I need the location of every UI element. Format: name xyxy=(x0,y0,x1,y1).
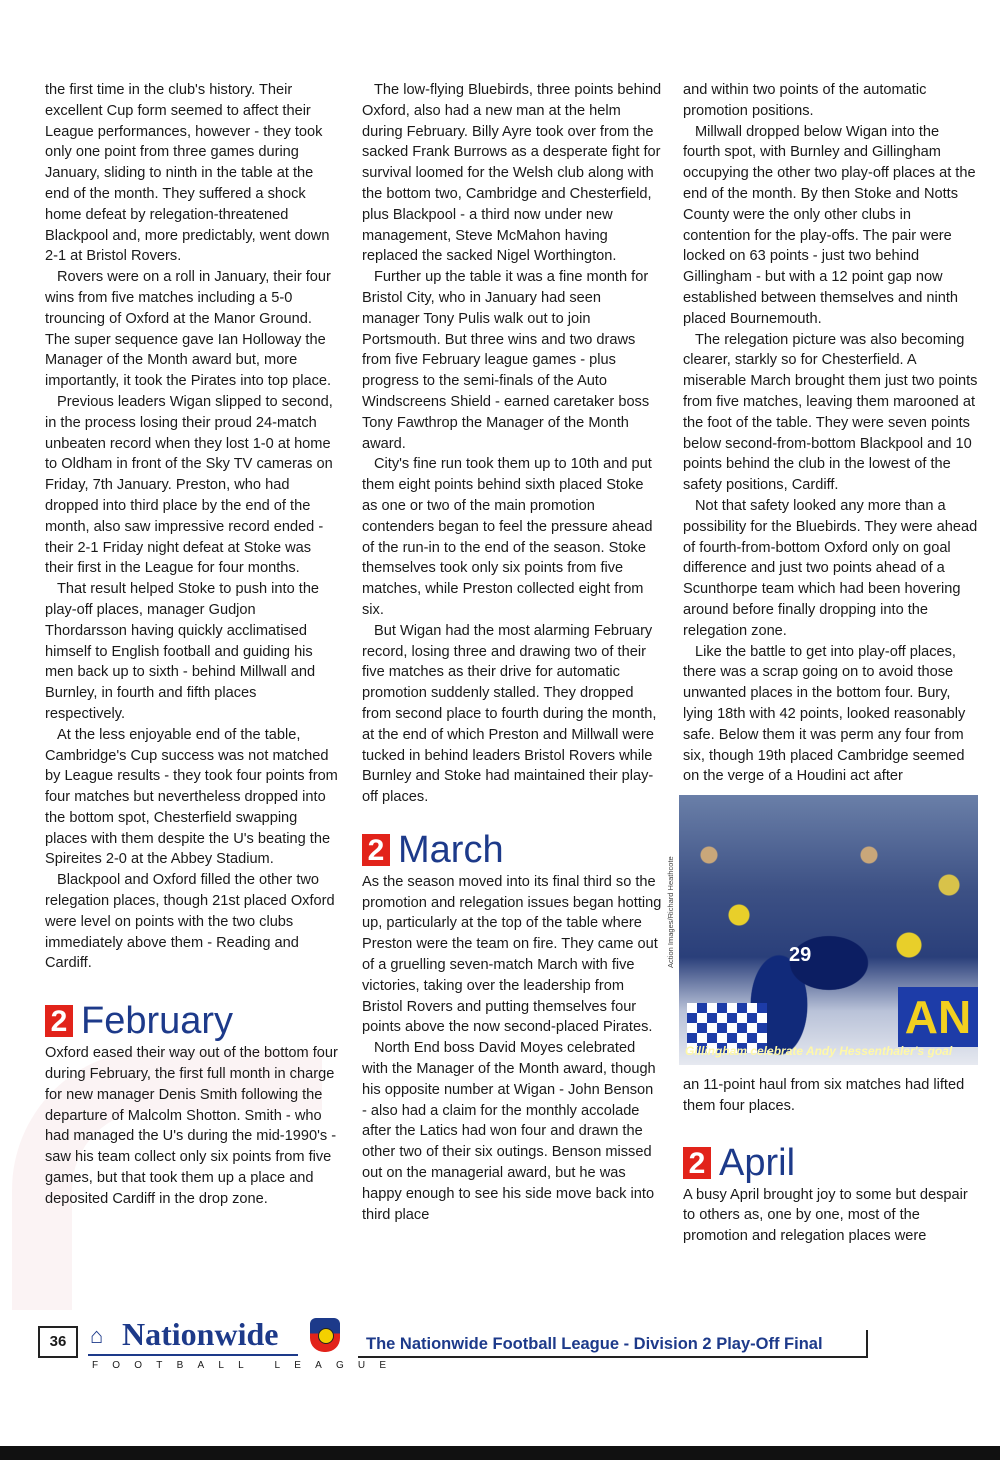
paragraph: North End boss David Moyes celebrated with the Manager of the Month award, though his opposite number at Wigan - John Benson - also had a claim for the monthly accolade after the Latics had won four and drawn the other two of their six outings. Benson missed out on the managerial award, but he was happy enough to see his side move back into third place xyxy=(362,1040,656,1223)
heading-title: February xyxy=(81,1000,234,1043)
paragraph: Not that safety looked any more than a possibility for the Bluebirds. They were ahead of fourth-from-bottom Oxford only on goal difference and just two points ahead of a Scunthorpe team which had been hovering around before finally dropping into the relegation zone. xyxy=(683,497,978,639)
text-column-3 xyxy=(683,80,978,1247)
footer-title: The Nationwide Football League - Division 2 Play-Off Final xyxy=(366,1335,823,1353)
football-icon xyxy=(318,1328,334,1344)
heading-title: April xyxy=(719,1141,796,1184)
paragraph: an 11-point haul from six matches had lifted them four places. xyxy=(683,1077,965,1114)
paragraph: Like the battle to get into play-off places, there was a scrap going on to avoid those unwanted places in the bottom four. Bury, lying 18th with 42 points, looked reasonably safe. Below them it was perm any four from six, though 19th placed Cambridge seemed on the verge of a Houdini act after xyxy=(683,643,966,785)
paragraph: Further up the table it was a fine month for Bristol City, who in January had seen manager Tony Pulis walk out to join Portsmouth. But three wins and two draws from five February league games - plus progress to the semi-finals of the Auto Windscreens Shield - earned caretaker boss Tony Fawthrop the Manager of the Month award. xyxy=(362,269,650,452)
page-number: 36 xyxy=(38,1326,78,1358)
section-heading-march xyxy=(362,830,662,870)
heading-number-badge: 2 xyxy=(362,834,390,866)
text-column-1 xyxy=(45,80,340,1210)
paragraph: A busy April brought joy to some but despair to others as, one by one, most of the promotion and relegation places were xyxy=(683,1186,968,1245)
paragraph: Rovers were on a roll in January, their four wins from five matches including a 5-0 trouncing of Oxford at the Manor Ground. The super sequence gave Ian Holloway the Manager of the Month award but, more importantly, it took the Pirates into top place. xyxy=(45,269,332,390)
paragraph: As the season moved into its final third so the promotion and relegation issues began hotting up, particularly at the top of the table where Preston were the team on fire. They came out of a gruelling seven-match March with five victories, taking over the leadership from Bristol Rovers and putting themselves four points above the now second-placed Pirates. xyxy=(362,873,662,1036)
section-heading-april xyxy=(683,1143,978,1183)
paragraph: That result helped Stoke to push into the play-off places, manager Gudjon Thordarsson having quickly acclimatised himself to English football and guiding his men back up to sixth - behind Millwall and Burnley, in fourth and fifth places respectively. xyxy=(45,581,320,722)
photo-caption: Gillingham celebrate Andy Hessenthaler's goal xyxy=(685,1044,953,1059)
paragraph: Previous leaders Wigan slipped to second, in the process losing their proud 24-match unbeaten record when they lost 1-0 at home to Oldham in front of the Sky TV cameras on Friday, 7th January. Preston, who had dropped into third place by the end of the month, also saw impressive record ended - their 2-1 Friday night defeat at Stoke was their first in the League for four months. xyxy=(45,393,333,577)
paragraph: The low-flying Bluebirds, three points behind Oxford, also had a new man at the helm during February. Billy Ayre took over from the sacked Frank Burrows as a desperate fight for survival loomed for the Welsh club along with the bottom two, Cambridge and Chesterfield, plus Blackpool - a third now under new management, Steve McMahon having replaced the sacked Nigel Worthington. xyxy=(362,82,662,265)
heading-number-badge: 2 xyxy=(45,1005,73,1037)
heading-title: March xyxy=(398,828,504,871)
scan-edge xyxy=(0,1446,1000,1460)
nationwide-logo xyxy=(88,1316,344,1356)
stadium-banner: AN xyxy=(898,987,978,1047)
paragraph: At the less enjoyable end of the table, Cambridge's Cup success was not matched by League results - they took four points from four matches but nevertheless dropped into the bottom spot, Chesterfield swapping places with them despite the U's beating the Spireites 2-0 at the Abbey Stadium. xyxy=(45,726,338,868)
text-column-2 xyxy=(362,80,662,1225)
paragraph: the first time in the club's history. Their excellent Cup form seemed to affect their League performances, however - they took only one point from three games during January, sliding to ninth in the table at the end of the month. They suffered a shock home defeat by relegation-threatened Blackpool and, more predictably, went down 2-1 at Bristol Rovers. xyxy=(45,82,330,265)
section-heading-february xyxy=(45,1001,340,1041)
house-icon: ⌂ xyxy=(90,1323,104,1348)
paragraph: Blackpool and Oxford filled the other two relegation places, though 21st placed Oxford were level on points with the two clubs immediately above them - Reading and Cardiff. xyxy=(45,872,335,972)
logo-subtitle: FOOTBALL LEAGUE xyxy=(92,1360,401,1371)
heading-number-badge: 2 xyxy=(683,1147,711,1179)
photo-credit: Action Images/Richard Heathcote xyxy=(666,856,675,968)
paragraph: Oxford eased their way out of the bottom four during February, the first full month in charge for new manager Denis Smith following the departure of Malcolm Shotton. Smith - who had managed the U's during the mid-1990's - saw his team collect only six points from five games, but that took them up a place and deposited Cardiff in the drop zone. xyxy=(45,1045,338,1207)
paragraph: But Wigan had the most alarming February record, losing three and drawing two of their five matches as their drive for automatic promotion suddenly stalled. They dropped from second place to fourth during the month, at the end of which Preston and Millwall were tucked in behind leaders Bristol Rovers while Burnley and Stoke had maintained their play-off places. xyxy=(362,622,657,806)
match-photo xyxy=(679,795,978,1065)
paragraph: The relegation picture was also becoming clearer, starkly so for Chesterfield. A miserable March brought them just two points from five matches, leaving them marooned at the foot of the table. They were seven points below second-from-bottom Blackpool and 10 points behind the club in the lowest of the safety positions, Cardiff. xyxy=(683,331,978,494)
paragraph: Millwall dropped below Wigan into the fourth spot, with Burnley and Gillingham occupying the other two play-off places at the end of the month. By then Stoke and Notts County were the only other clubs in contention for the play-offs. The pair were locked on 63 points - just two behind Gillingham - but with a 12 point gap now established between themselves and ninth placed Bournemouth. xyxy=(683,123,976,327)
paragraph: City's fine run took them up to 10th and put them eight points behind sixth placed Stoke as one or two of the main promotion contenders began to feel the pressure ahead of the run-in to the end of the season. Stoke themselves took only six points from five matches, while Preston collected eight from six. xyxy=(362,456,653,618)
logo-wordmark: Nationwide xyxy=(122,1316,279,1352)
shirt-number: 29 xyxy=(789,944,812,967)
paragraph: and within two points of the automatic promotion positions. xyxy=(683,82,927,119)
